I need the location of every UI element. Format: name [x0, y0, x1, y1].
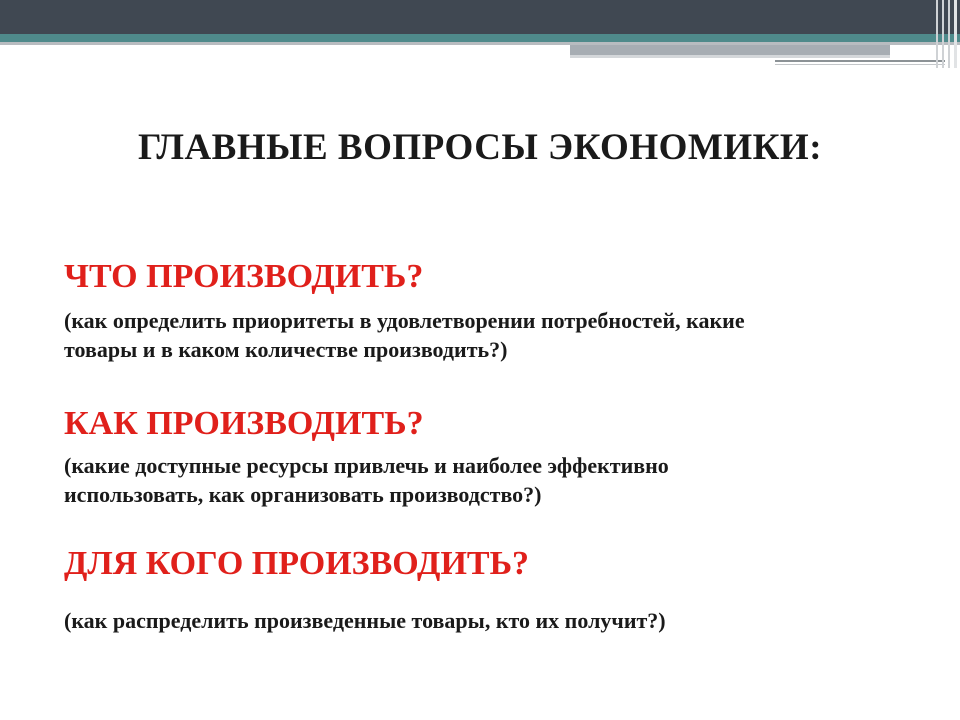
header-bar-teal: [0, 34, 960, 42]
question-for-whom-note: (как распределить произведенные товары, кто их получит?): [64, 608, 666, 633]
question-for-whom-heading: ДЛЯ КОГО ПРОИЗВОДИТЬ?: [64, 545, 530, 582]
slide-title: ГЛАВНЫЕ ВОПРОСЫ ЭКОНОМИКИ:: [137, 127, 823, 168]
question-how-heading: КАК ПРОИЗВОДИТЬ?: [64, 405, 424, 442]
header-accent-block: [570, 45, 890, 55]
question-what-heading: ЧТО ПРОИЗВОДИТЬ?: [64, 258, 424, 295]
header-accent-line: [775, 60, 945, 62]
header-stripe: [954, 0, 957, 68]
header-stripe: [936, 0, 938, 68]
question-what-note: (как определить приоритеты в удовлетворении потребностей, какие товары и в каком количестве производить?): [64, 308, 745, 362]
header-accent-block-light: [570, 55, 890, 58]
question-how-note: (какие доступные ресурсы привлечь и наиболее эффективно использовать, как организовать производство?): [64, 453, 669, 507]
header-accent-line-light: [775, 64, 945, 65]
header-stripe: [942, 0, 944, 68]
header-stripe: [948, 0, 950, 68]
header-bar-dark: [0, 0, 960, 34]
